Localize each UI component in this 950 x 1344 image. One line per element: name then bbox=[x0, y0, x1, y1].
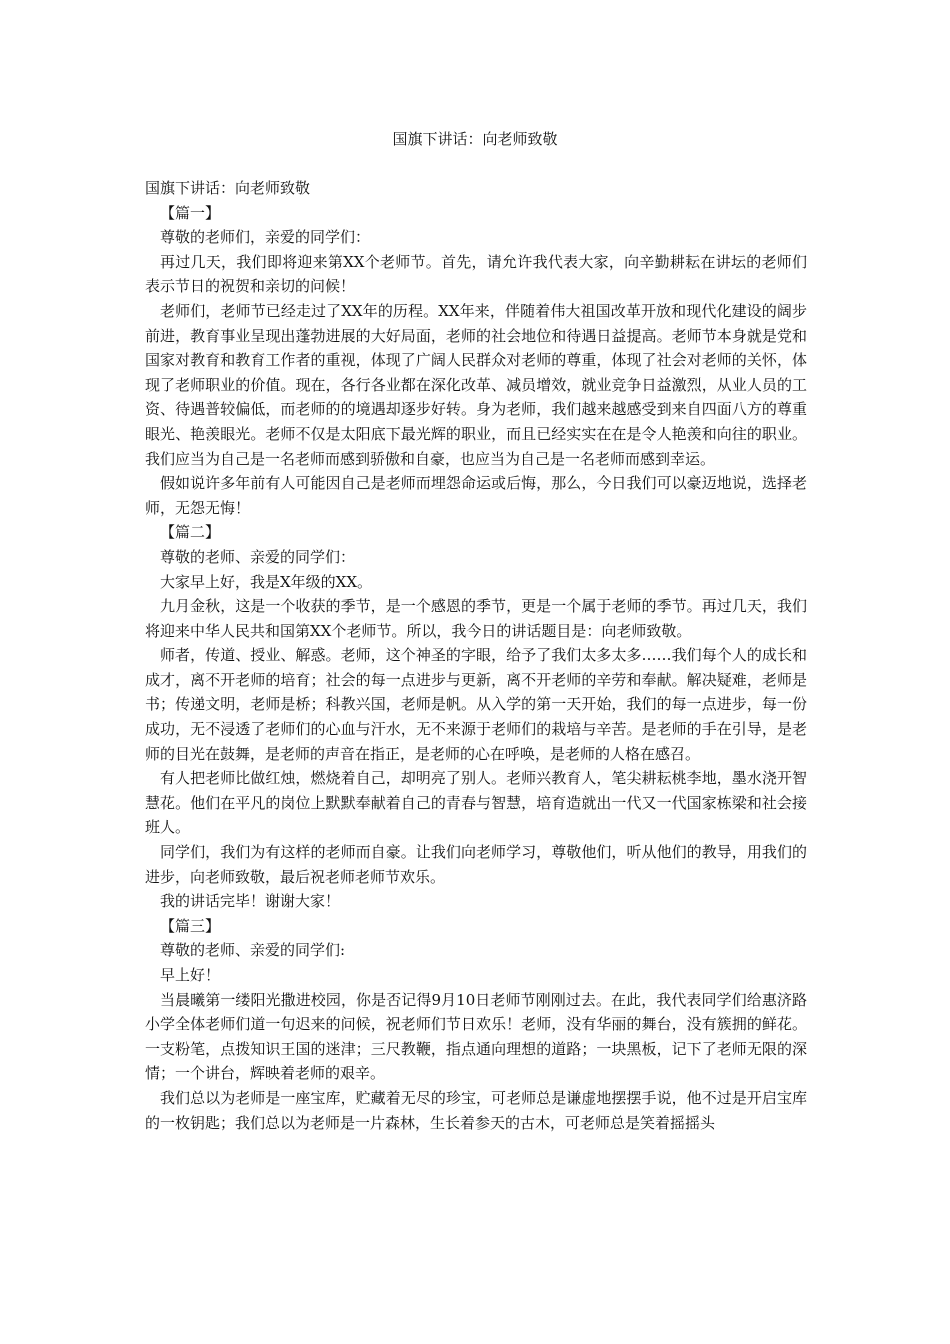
section-heading-2: 【篇二】 bbox=[160, 523, 221, 542]
paragraph: 当晨曦第一缕阳光撒进校园，你是否记得9月10日老师节刚刚过去。在此，我代表同学们给惠济路小学全体老师们道一句迟来的问候，祝老师们节日欢乐！老师，没有华丽的舞台，没有簇拥的鲜花。一支粉笔，点拨知识王国的迷津；三尺教鞭，指点通向理想的道路；一块黑板，记下了老师无限的深情；一个讲台，辉映着老师的艰辛。 bbox=[145, 990, 807, 1083]
paragraph: 同学们，我们为有这样的老师而自豪。让我们向老师学习，尊敬他们，听从他们的教导，用我们的进步，向老师致敬，最后祝老师老师节欢乐。 bbox=[145, 843, 807, 886]
paragraph: 早上好！ bbox=[160, 966, 221, 984]
paragraph: 尊敬的老师、亲爱的同学们: bbox=[160, 941, 346, 960]
paragraph: 有人把老师比做红烛，燃烧着自己，却明亮了别人。老师兴教育人，笔尖耕耘桃李地，墨水浇开智慧花。他们在平凡的岗位上默默奉献着自己的青春与智慧，培育造就出一代又一代国家栋梁和社会接班人。 bbox=[145, 769, 807, 837]
document-body bbox=[145, 176, 807, 1135]
paragraph: 尊敬的老师们，亲爱的同学们： bbox=[160, 228, 371, 247]
paragraph: 老师们，老师节已经走过了XX年的历程。XX年来，伴随着伟大祖国改革开放和现代化建设的阔步前进，教育事业呈现出蓬勃进展的大好局面，老师的社会地位和待遇日益提高。老师节本身就是党和国家对教育和教育工作者的重视，体现了广阔人民群众对老师的尊重，体现了社会对老师的关怀，体现了老师职业的价值。现在，各行各业都在深化改革、减员增效，就业竞争日益激烈，从业人员的工资、待遇普较偏低，而老师的的境遇却逐步好转。身为老师，我们越来越感受到来自四面八方的尊重眼光、艳羡眼光。老师不仅是太阳底下最光辉的职业，而且已经实实在在是令人艳羡和向往的职业。我们应当为自己是一名老师而感到骄傲和自豪，也应当为自己是一名老师而感到幸运。 bbox=[145, 301, 807, 468]
paragraph: 师者，传道、授业、解惑。老师，这个神圣的字眼，给予了我们太多太多……我们每个人的成长和成才，离不开老师的培育；社会的每一点进步与更新，离不开老师的辛劳和奉献。解决疑难，老师是书；传递文明，老师是桥；科教兴国，老师是帆。从入学的第一天开始，我们的每一点进步，每一份成功，无不浸透了老师们的心血与汗水，无不来源于老师们的栽培与辛苦。是老师的手在引导，是老师的目光在鼓舞，是老师的声音在指正，是老师的心在呼唤，是老师的人格在感召。 bbox=[145, 646, 807, 763]
paragraph: 大家早上好，我是X年级的XX。 bbox=[160, 572, 373, 591]
paragraph: 九月金秋，这是一个收获的季节，是一个感恩的季节，更是一个属于老师的季节。再过几天，我们将迎来中华人民共和国第XX个老师节。所以，我今日的讲话题目是：向老师致敬。 bbox=[145, 597, 807, 640]
document-subtitle: 国旗下讲话：向老师致敬 bbox=[145, 179, 311, 197]
paragraph: 我的讲话完毕！谢谢大家！ bbox=[160, 892, 341, 911]
paragraph: 尊敬的老师、亲爱的同学们： bbox=[160, 547, 356, 566]
paragraph: 假如说许多年前有人可能因自己是老师而埋怨命运或后悔，那么，今日我们可以豪迈地说，选择老师，无怨无悔！ bbox=[145, 474, 807, 517]
section-heading-1: 【篇一】 bbox=[160, 203, 221, 222]
section-heading-3: 【篇三】 bbox=[160, 916, 221, 935]
page-title: 国旗下讲话：向老师致敬 bbox=[392, 130, 558, 148]
paragraph: 再过几天，我们即将迎来第XX个老师节。首先，请允许我代表大家，向辛勤耕耘在讲坛的老师们表示节日的祝贺和亲切的问候！ bbox=[145, 252, 807, 296]
paragraph: 我们总以为老师是一座宝库，贮藏着无尽的珍宝，可老师总是谦虚地摆摆手说，他不过是开启宝库的一枚钥匙；我们总以为老师是一片森林，生长着参天的古木，可老师总是笑着摇摇头 bbox=[145, 1088, 807, 1132]
